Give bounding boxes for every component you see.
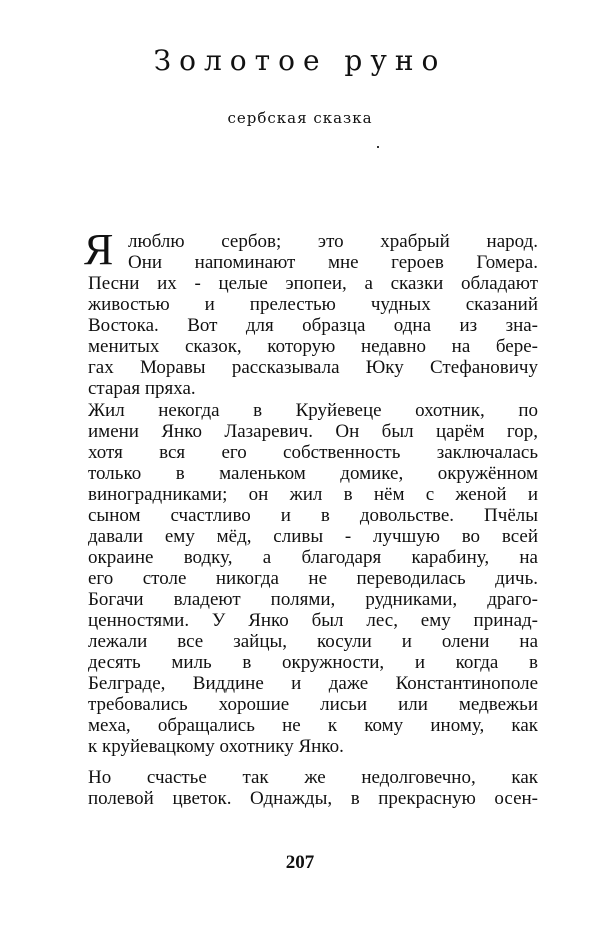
text-line: ценностями. У Янко был лес, ему принад- — [88, 610, 538, 631]
page-number: 207 — [285, 852, 315, 873]
text-line: меха, обращались не к кому иному, как — [88, 715, 538, 736]
story-title: Золотое руно — [153, 44, 447, 77]
text-line: лежали все зайцы, косули и олени на — [88, 631, 538, 652]
text-line: только в маленьком домике, окружённом — [88, 463, 538, 484]
text-line: Они напоминают мне героев Гомера. — [128, 252, 538, 273]
text-line: Богачи владеют полями, рудниками, драго- — [88, 589, 538, 610]
text-line: гах Моравы рассказывала Юку Стефановичу — [88, 357, 538, 378]
text-line: Жил некогда в Круйевеце охотник, по — [88, 400, 538, 421]
text-line: хотя вся его собственность заключалась — [88, 442, 538, 463]
text-line: виноградниками; он жил в нём с женой и — [88, 484, 538, 505]
drop-cap: Я — [84, 225, 114, 274]
text-line: Песни их - целые эпопеи, а сказки обладают — [88, 273, 538, 294]
text-line: Белграде, Виддине и даже Константинополе — [88, 673, 538, 694]
text-line: старая пряха. — [88, 378, 196, 399]
text-line: менитых сказок, которую недавно на бере- — [88, 336, 538, 357]
text-line: давали ему мёд, сливы - лучшую во всей — [88, 526, 538, 547]
text-line: люблю сербов; это храбрый народ. — [128, 231, 538, 252]
text-line: полевой цветок. Однажды, в прекрасную осен- — [88, 788, 538, 809]
text-line: окраине водку, а благодаря карабину, на — [88, 547, 538, 568]
text-line: десять миль в окружности, и когда в — [88, 652, 538, 673]
print-speck — [377, 146, 379, 148]
story-subtitle: сербская сказка — [227, 109, 373, 127]
text-line: к круйевацкому охотнику Янко. — [88, 736, 344, 757]
text-line: сыном счастливо и в довольстве. Пчёлы — [88, 505, 538, 526]
text-line: требовались хорошие лисьи или медвежьи — [88, 694, 538, 715]
text-line: живостью и прелестью чудных сказаний — [88, 294, 538, 315]
text-line: имени Янко Лазаревич. Он был царём гор, — [88, 421, 538, 442]
text-line: Востока. Вот для образца одна из зна- — [88, 315, 538, 336]
text-line: Но счастье так же недолговечно, как — [88, 767, 538, 788]
text-line: его столе никогда не переводилась дичь. — [88, 568, 538, 589]
